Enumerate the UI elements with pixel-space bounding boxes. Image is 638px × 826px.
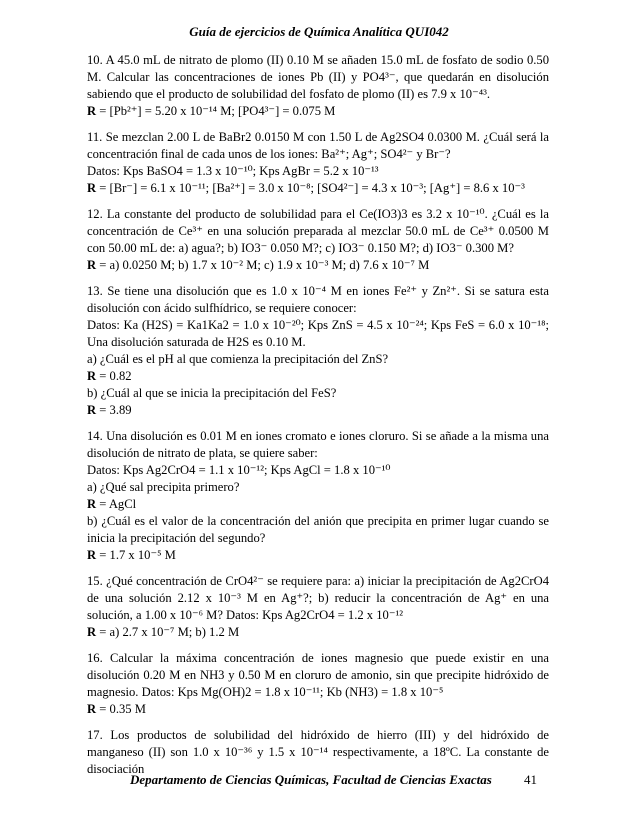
sub-question: b) ¿Cuál al que se inicia la precipitación del FeS? — [87, 386, 337, 400]
page-header: Guía de ejercicios de Química Analítica QUI042 — [189, 24, 449, 39]
answer-value: = a) 2.7 x 10⁻⁷ M; b) 1.2 M — [99, 625, 240, 639]
problem-16 — [87, 650, 549, 718]
problem-answer — [87, 547, 549, 564]
problem-answer — [87, 368, 549, 385]
problem-answer — [87, 180, 549, 197]
answer-value: = 3.89 — [99, 403, 132, 417]
sub-question: a) ¿Cuál es el pH al que comienza la precipitación del ZnS? — [87, 352, 389, 366]
sub-question: a) ¿Qué sal precipita primero? — [87, 480, 240, 494]
answer-label: R — [87, 258, 97, 272]
problem-answer — [87, 402, 549, 419]
problem-data: Datos: Kps Ag2CrO4 = 1.1 x 10⁻¹²; Kps AgCl = 1.8 x 10⁻¹⁰ — [87, 463, 391, 477]
problem-data: Datos: Ka (H2S) = Ka1Ka2 = 1.0 x 10⁻²⁰; Kps ZnS = 4.5 x 10⁻²⁴; Kps FeS = 6.0 x 10⁻¹⁸; Una disolución saturada de H2S es 0.10 M. — [87, 318, 549, 349]
answer-value: = a) 0.0250 M; b) 1.7 x 10⁻² M; c) 1.9 x 10⁻³ M; d) 7.6 x 10⁻⁷ M — [99, 258, 430, 272]
answer-label: R — [87, 181, 97, 195]
problem-answer — [87, 496, 549, 513]
answer-label: R — [87, 403, 97, 417]
page-footer: Departamento de Ciencias Químicas, Facultad de Ciencias Exactas — [130, 772, 492, 787]
problem-statement: 10. A 45.0 mL de nitrato de plomo (II) 0.10 M se añaden 15.0 mL de fosfato de sodio 0.50 M. Calcular las concentraciones de iones Pb (II) y PO4³⁻, que quedarán en disolución sabiendo que el producto de solubilidad del fosfato de plomo (II) es 7.9 x 10⁻⁴³. — [87, 53, 549, 101]
problem-statement: 16. Calcular la máxima concentración de iones magnesio que puede existir en una disolución 0.20 M en NH3 y 0.50 M en cloruro de amonio, sin que precipite hidróxido de magnesio. Datos: Kps Mg(OH)2 = 1.8 x 10⁻¹¹; Kb (NH3) = 1.8 x 10⁻⁵ — [87, 651, 549, 699]
answer-value: = 1.7 x 10⁻⁵ M — [99, 548, 176, 562]
answer-value: = AgCl — [99, 497, 137, 511]
answer-value: = [Pb²⁺] = 5.20 x 10⁻¹⁴ M; [PO4³⁻] = 0.075 M — [99, 104, 336, 118]
answer-label: R — [87, 702, 97, 716]
sub-question: b) ¿Cuál es el valor de la concentración del anión que precipita en primer lugar cuando se inicia la precipitación del segundo? — [87, 514, 549, 545]
answer-label: R — [87, 369, 97, 383]
problem-statement: 13. Se tiene una disolución que es 1.0 x 10⁻⁴ M en iones Fe²⁺ y Zn²⁺. Si se satura esta disolución con ácido sulfhídrico, se requiere conocer: — [87, 284, 549, 315]
problem-answer — [87, 701, 549, 718]
problem-12 — [87, 206, 549, 274]
problem-answer — [87, 103, 549, 120]
problem-14 — [87, 428, 549, 564]
answer-label: R — [87, 625, 97, 639]
answer-value: = 0.35 M — [99, 702, 146, 716]
problem-11 — [87, 129, 549, 197]
answer-value: = [Br⁻] = 6.1 x 10⁻¹¹; [Ba²⁺] = 3.0 x 10⁻⁸; [SO4²⁻] = 4.3 x 10⁻³; [Ag⁺] = 8.6 x 10⁻³ — [99, 181, 525, 195]
problem-statement: 12. La constante del producto de solubilidad para el Ce(IO3)3 es 3.2 x 10⁻¹⁰. ¿Cuál es la concentración de Ce³⁺ en una solución preparada al mezclar 50.0 mL de Ce³⁺ 0.0500 M con 50.00 mL de: a) agua?; b) IO3⁻ 0.050 M?; c) IO3⁻ 0.150 M?; d) IO3⁻ 0.300 M? — [87, 207, 549, 255]
problem-17 — [87, 727, 549, 778]
problem-10 — [87, 52, 549, 120]
problem-list — [87, 52, 549, 787]
answer-label: R — [87, 548, 97, 562]
answer-value: = 0.82 — [99, 369, 132, 383]
problem-answer — [87, 257, 549, 274]
problem-statement: 11. Se mezclan 2.00 L de BaBr2 0.0150 M con 1.50 L de Ag2SO4 0.0300 M. ¿Cuál será la concentración final de cada unos de los iones: Ba²⁺; Ag⁺; SO4²⁻ y Br⁻? — [87, 130, 549, 161]
page-number: 41 — [524, 772, 537, 787]
answer-label: R — [87, 497, 97, 511]
problem-statement: 14. Una disolución es 0.01 M en iones cromato e iones cloruro. Si se añade a la misma una disolución de nitrato de plata, se quiere saber: — [87, 429, 549, 460]
problem-statement: 15. ¿Qué concentración de CrO4²⁻ se requiere para: a) iniciar la precipitación de Ag2CrO4 de una solución 2.12 x 10⁻³ M en Ag⁺?; b) reducir la concentración de Ag⁺ en una solución, a 1.00 x 10⁻⁶ M? Datos: Kps Ag2CrO4 = 1.2 x 10⁻¹² — [87, 574, 549, 622]
problem-statement: 17. Los productos de solubilidad del hidróxido de hierro (III) y del hidróxido de manganeso (II) son 1.0 x 10⁻³⁶ y 1.5 x 10⁻¹⁴ respectivamente, a 18ºC. La constante de disociación — [87, 728, 549, 776]
problem-data: Datos: Kps BaSO4 = 1.3 x 10⁻¹⁰; Kps AgBr = 5.2 x 10⁻¹³ — [87, 164, 379, 178]
answer-label: R — [87, 104, 97, 118]
problem-15 — [87, 573, 549, 641]
problem-answer — [87, 624, 549, 641]
problem-13 — [87, 283, 549, 419]
